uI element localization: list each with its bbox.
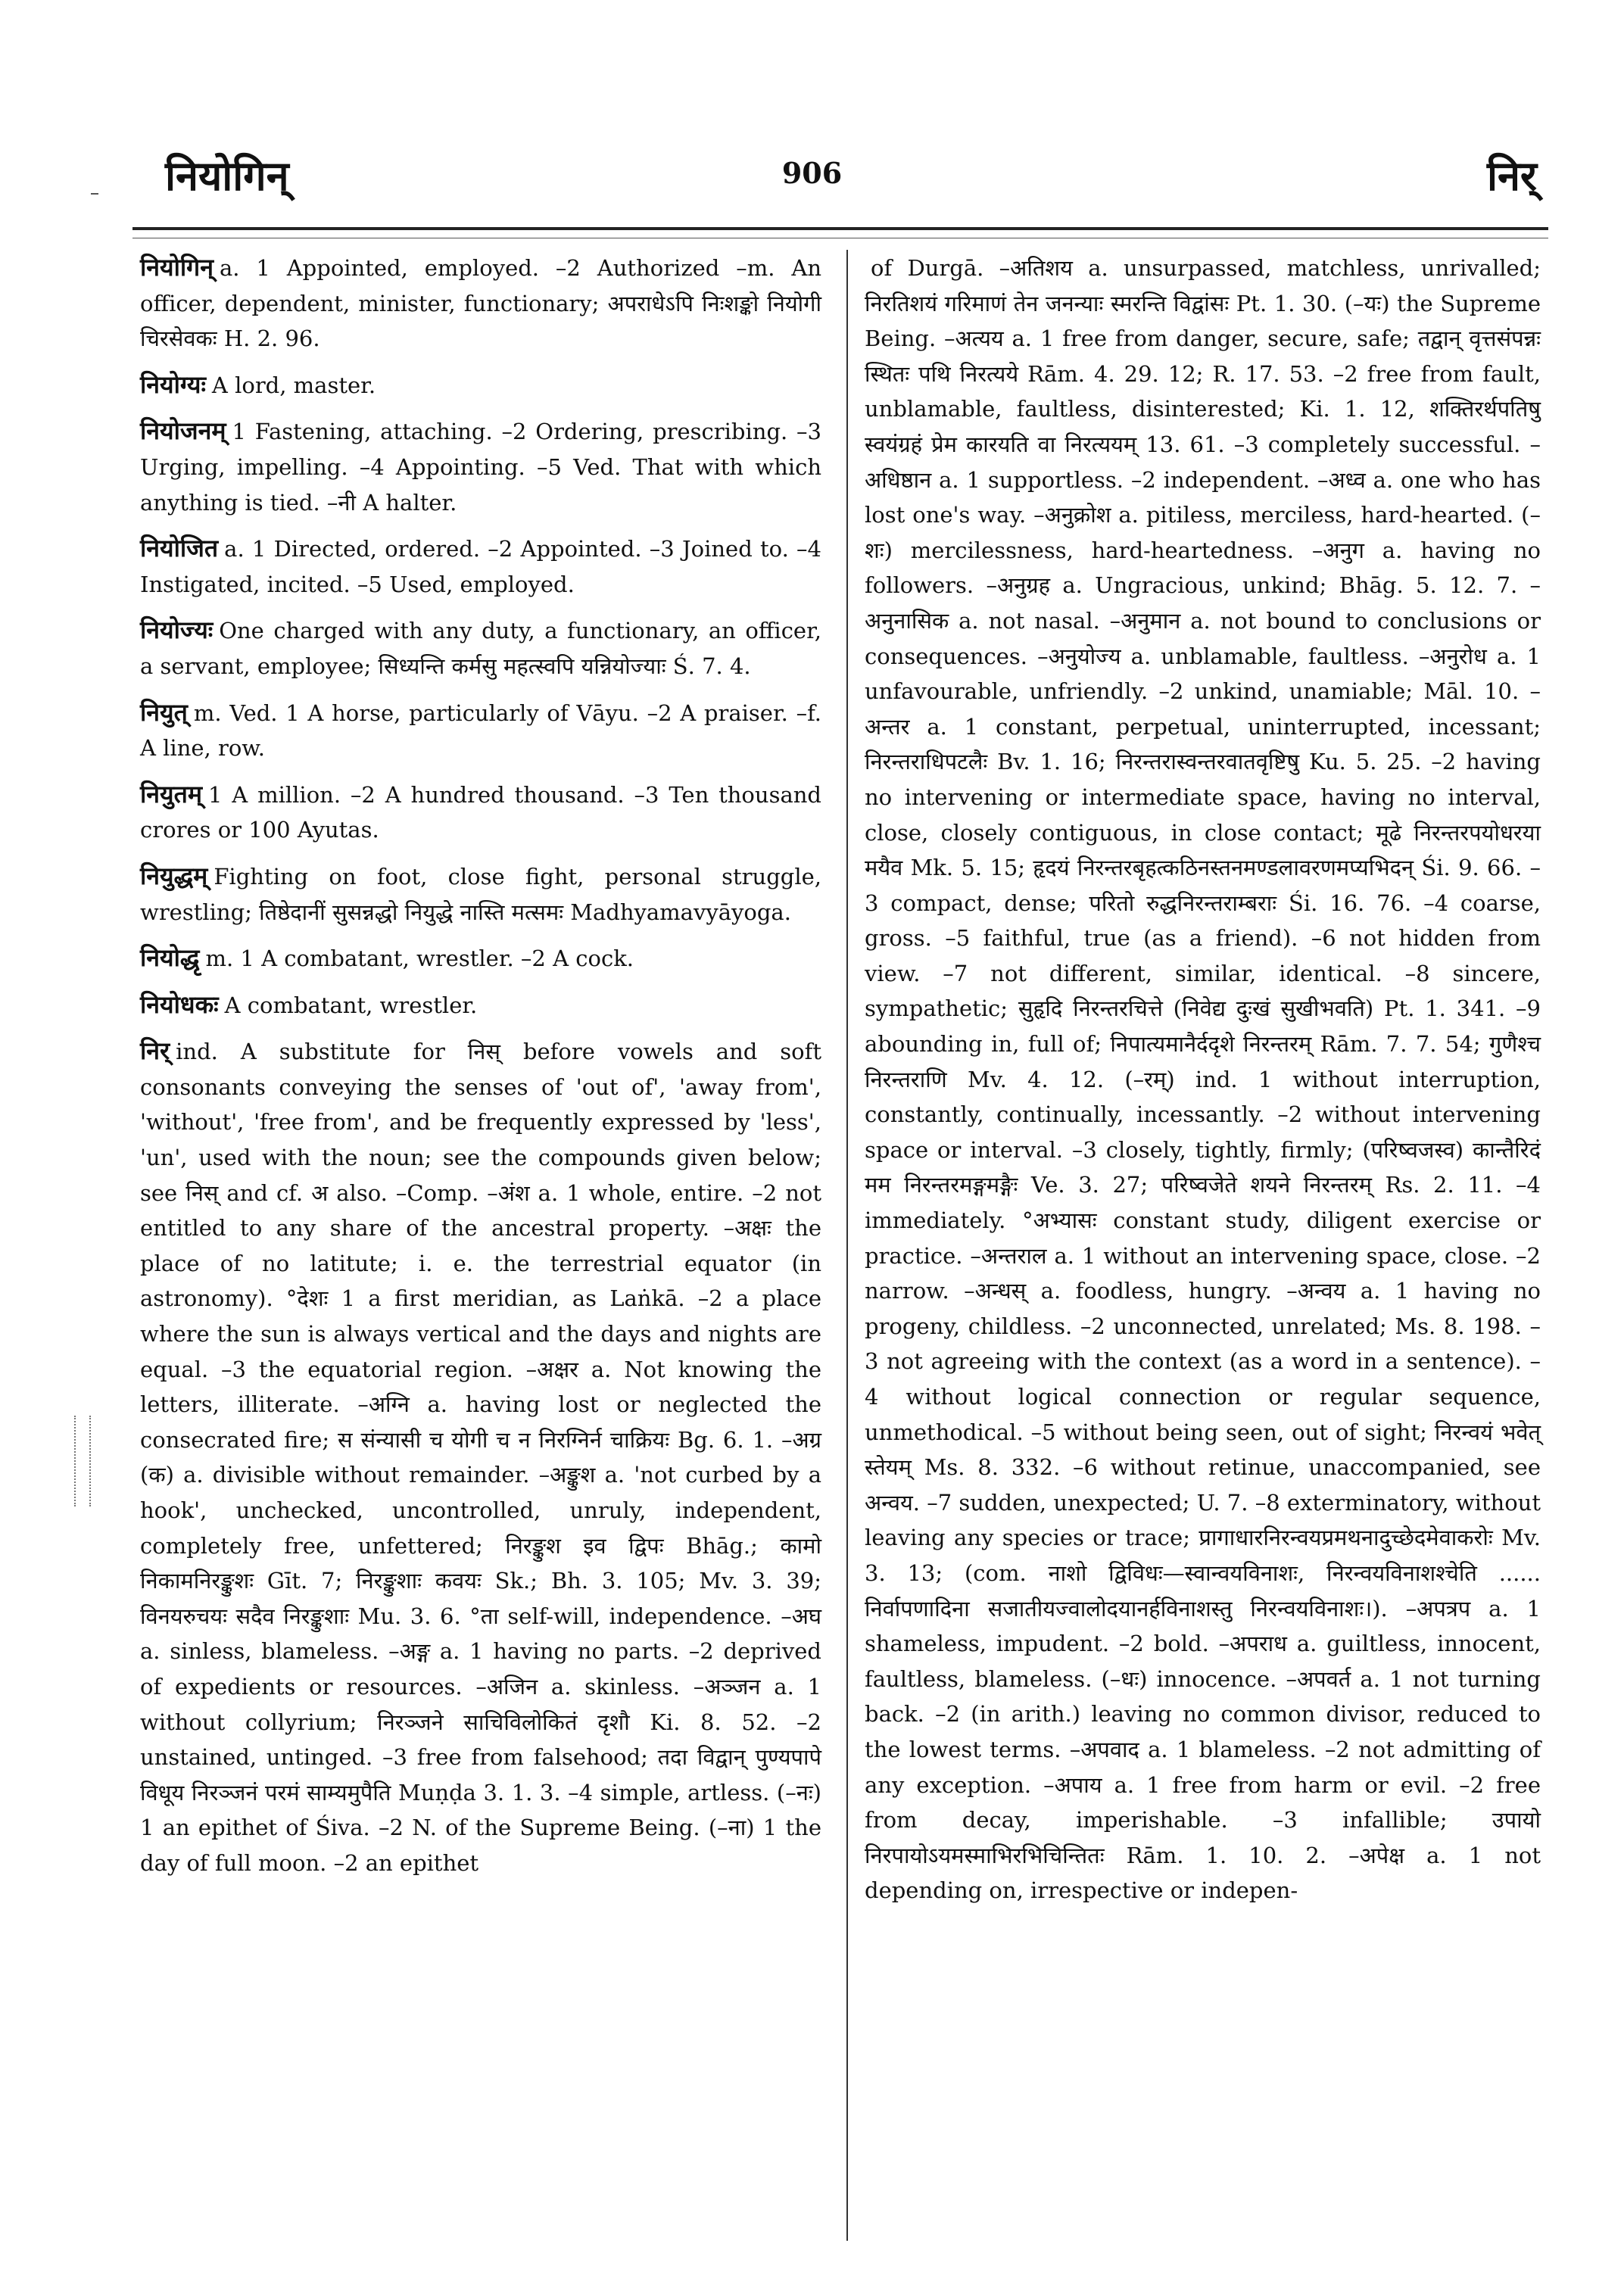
right-column	[865, 250, 1541, 1908]
entry-headword: नियुतम्	[140, 779, 202, 808]
entry	[140, 695, 821, 766]
page-number: 906	[781, 156, 843, 190]
left-column	[140, 250, 821, 1892]
right-running-head: निर्	[1486, 151, 1537, 200]
entry-text: 1 Fastening, attaching. –2 Ordering, prescribing. –3 Urging, impelling. –4 Appointing. –5 Ved. That with which anything is tied. –नी A halter.	[140, 419, 821, 516]
entry-text: of Durgā. –अतिशय a. unsurpassed, matchless, unrivalled; निरतिशयं गरिमाणं तेन जनन्याः स्मरन्ति विद्वांसः Pt. 1. 30. (–यः) the Supreme Being. –अत्यय a. 1 free from danger, secure, safe; तद्वान् वृत्तसंपन्नः स्थितः पथि निरत्यये Rām. 4. 29. 12; R. 17. 53. –2 free from fault, unblamable, faultless, disinterested; Ki. 1. 12, शक्तिरर्थपतिषु स्वयंग्रहं प्रेम कारयति वा निरत्ययम् 13. 61. –3 completely successful. –अधिष्ठान a. 1 supportless. –2 independent. –अध्व a. one who has lost one's way. –अनुक्रोश a. pitiless, merciless, hard-hearted. (–शः) mercilessness, hard-heartedness. –अनुग a. having no followers. –अनुग्रह a. Ungracious, unkind; Bhāg. 5. 12. 7. –अनुनासिक a. not nasal. –अनुमान a. not bound to conclusions or consequences. –अनुयोज्य a. unblamable, faultless. –अनुरोध a. 1 unfavourable, unfriendly. –2 unkind, unamiable; Māl. 10. –अन्तर a. 1 constant, perpetual, uninterrupted, incessant; निरन्तराधिपटलैः Bv. 1. 16; निरन्तरास्वन्तरवातवृष्टिषु Ku. 5. 25. –2 having no intervening or intermediate space, having no interval, close, closely contiguous, in close contact; मूढे निरन्तरपयोधरया मयैव Mk. 5. 15; हृदयं निरन्तरबृहत्कठिनस्तनमण्डलावरणमप्यभिदन् Śi. 9. 66. –3 compact, dense; परितो रुद्धनिरन्तराम्बराः Śi. 16. 76. –4 coarse, gross. –5 faithful, true (as a friend). –6 not hidden from view. –7 not different, similar, identical. –8 sincere, sympathetic; सुहृदि निरन्तरचित्ते (निवेद्य दुःखं सुखीभवति) Pt. 1. 341. –9 abounding in, full of; निपात्यमानैर्ददृशे निरन्तरम् Rām. 7. 7. 54; गुणैश्च निरन्तराणि Mv. 4. 12. (–रम्) ind. 1 without interruption, constantly, continually, incessantly. –2 without intervening space or interval. –3 closely, tightly, firmly; (परिष्वजस्व) कान्तैरिदं मम निरन्तरमङ्गमङ्गैः Ve. 3. 27; परिष्वजेते शयने निरन्तरम् Rs. 2. 11. –4 immediately. °अभ्यासः constant study, diligent exercise or practice. –अन्तराल a. 1 without an intervening space, close. –2 narrow. –अन्धस् a. foodless, hungry. –अन्वय a. 1 having no progeny, childless. –2 unconnected, unrelated; Ms. 8. 198. –3 not agreeing with the context (as a word in a sentence). –4 without logical connection or regular sequence, unmethodical. –5 without being seen, out of sight; निरन्वयं भवेत् स्तेयम् Ms. 8. 332. –6 without retinue, unaccompanied, see अन्वय. –7 sudden, unexpected; U. 7. –8 exterminatory, without leaving any species or trace; प्रागाधारनिरन्वयप्रमथनादुच्छेदमेवाकरोः Mv. 3. 13; (com. नाशो द्विविधः—स्वान्वयविनाशः, निरन्वयविनाशश्चेति ...... निर्वापणादिना सजातीयज्वालोदयानर्हविनाशस्तु निरन्वयविनाशः।). –अपत्रप a. 1 shameless, impudent. –2 bold. –अपराध a. guiltless, innocent, faultless, blameless. (–धः) innocence. –अपवर्त a. 1 not turning back. –2 (in arith.) leaving no common divisor, reduced to the lowest terms. –अपवाद a. 1 blameless. –2 not admitting of any exception. –अपाय a. 1 free from harm or evil. –2 free from decay, imperishable. –3 infallible; उपायो निरपायोऽयमस्माभिरभिचिन्तितः Rām. 1. 10. 2. –अपेक्ष a. 1 not depending on, irrespective or indepen-	[865, 255, 1541, 1904]
left-running-head: नियोगिन्	[165, 151, 289, 200]
entry-text: 1 A million. –2 A hundred thousand. –3 Ten thousand crores or 100 Ayutas.	[140, 781, 821, 843]
entry-text: a. 1 Directed, ordered. –2 Appointed. –3 Joined to. –4 Instigated, incited. –5 Used, employed.	[140, 536, 821, 597]
entry-text: A combatant, wrestler.	[224, 992, 478, 1018]
entry-headword: नियोद्धृ	[140, 943, 200, 973]
column-divider	[846, 250, 848, 2241]
entry	[140, 858, 821, 930]
entry-headword: नियोज्यः	[140, 615, 214, 645]
entry-continuation	[865, 250, 1541, 1908]
entry-text: A lord, master.	[211, 372, 376, 398]
entry-text: One charged with any duty, a functionary, an officer, a servant, employee; सिध्यन्ति कर्मसु महत्स्वपि यन्नियोज्याः Ś. 7. 4.	[140, 618, 821, 679]
entry-text: m. 1 A combatant, wrestler. –2 A cock.	[205, 946, 634, 972]
margin-tick	[91, 193, 98, 195]
entry-text: ind. A substitute for निस् before vowels and soft consonants conveying the senses of 'out of', 'away from', 'without', 'free from', and be frequently expressed by 'less', 'un', used with the noun; see the compounds given below; see निस् and cf. अ also. –Comp. –अंश a. 1 whole, entire. –2 not entitled to any share of the ancestral property. –अक्षः the place of no latitute; i. e. the terrestrial equator (in astronomy). °देशः 1 a first meridian, as Laṅkā. –2 a place where the sun is always vertical and the days and nights are equal. –3 the equatorial region. –अक्षर a. Not knowing the letters, illiterate. –अग्नि a. having lost or neglected the consecrated fire; स संन्यासी च योगी च न निरग्निर्न चाक्रियः Bg. 6. 1. –अग्र (क) a. divisible without remainder. –अङ्कुश a. 'not curbed by a hook', unchecked, uncontrolled, unruly, independent, completely free, unfettered; निरङ्कुश इव द्विपः Bhāg.; कामो निकामनिरङ्कुशः Gīt. 7; निरङ्कुशाः कवयः Sk.; Bh. 3. 105; Mv. 3. 39; विनयरुचयः सदैव निरङ्कुशाः Mu. 3. 6. °ता self-will, independence. –अघ a. sinless, blameless. –अङ्ग a. 1 having no parts. –2 deprived of expedients or resources. –अजिन a. skinless. –अञ्जन a. 1 without collyrium; निरञ्जने साचिविलोकितं दृशौ Ki. 8. 52. –2 unstained, untinged. –3 free from falsehood; तदा विद्वान् पुण्यपापे विधूय निरञ्जनं परमं साम्यमुपैति Muṇḍa 3. 1. 3. –4 simple, artless. (–नः) 1 an epithet of Śiva. –2 N. of the Supreme Being. (–ना) 1 the day of full moon. –2 an epithet	[140, 1039, 821, 1876]
entry	[140, 987, 821, 1023]
entry-headword: नियोजित	[140, 534, 219, 563]
entry-headword: नियुद्धम्	[140, 861, 208, 890]
entry-headword: नियोधकः	[140, 989, 219, 1019]
entry	[140, 940, 821, 977]
header-rule	[132, 227, 1548, 238]
entry	[140, 250, 821, 357]
margin-dotted-mark	[74, 1416, 91, 1506]
entry	[140, 777, 821, 848]
entry-headword: नियुत्	[140, 697, 188, 727]
entry	[140, 413, 821, 520]
entry-headword: नियोग्यः	[140, 369, 206, 399]
entry	[140, 1033, 821, 1880]
entry	[140, 612, 821, 684]
entry-headword: नियोजनम्	[140, 416, 226, 446]
entry	[140, 367, 821, 403]
entry-headword: निर्	[140, 1036, 170, 1066]
entry-text: a. 1 Appointed, employed. –2 Authorized –m. An officer, dependent, minister, functionary; अपराधेऽपि निःशङ्को नियोगी चिरसेवकः H. 2. 96.	[140, 255, 821, 352]
entry	[140, 531, 821, 602]
entry-text: Fighting on foot, close fight, personal struggle, wrestling; तिष्ठेदानीं सुसन्नद्धो नियुद्धे नास्ति मत्समः Madhyamavyāyoga.	[140, 863, 821, 925]
entry-text: m. Ved. 1 A horse, particularly of Vāyu. –2 A praiser. –f. A line, row.	[140, 699, 821, 762]
entry-headword: नियोगिन्	[140, 253, 214, 282]
